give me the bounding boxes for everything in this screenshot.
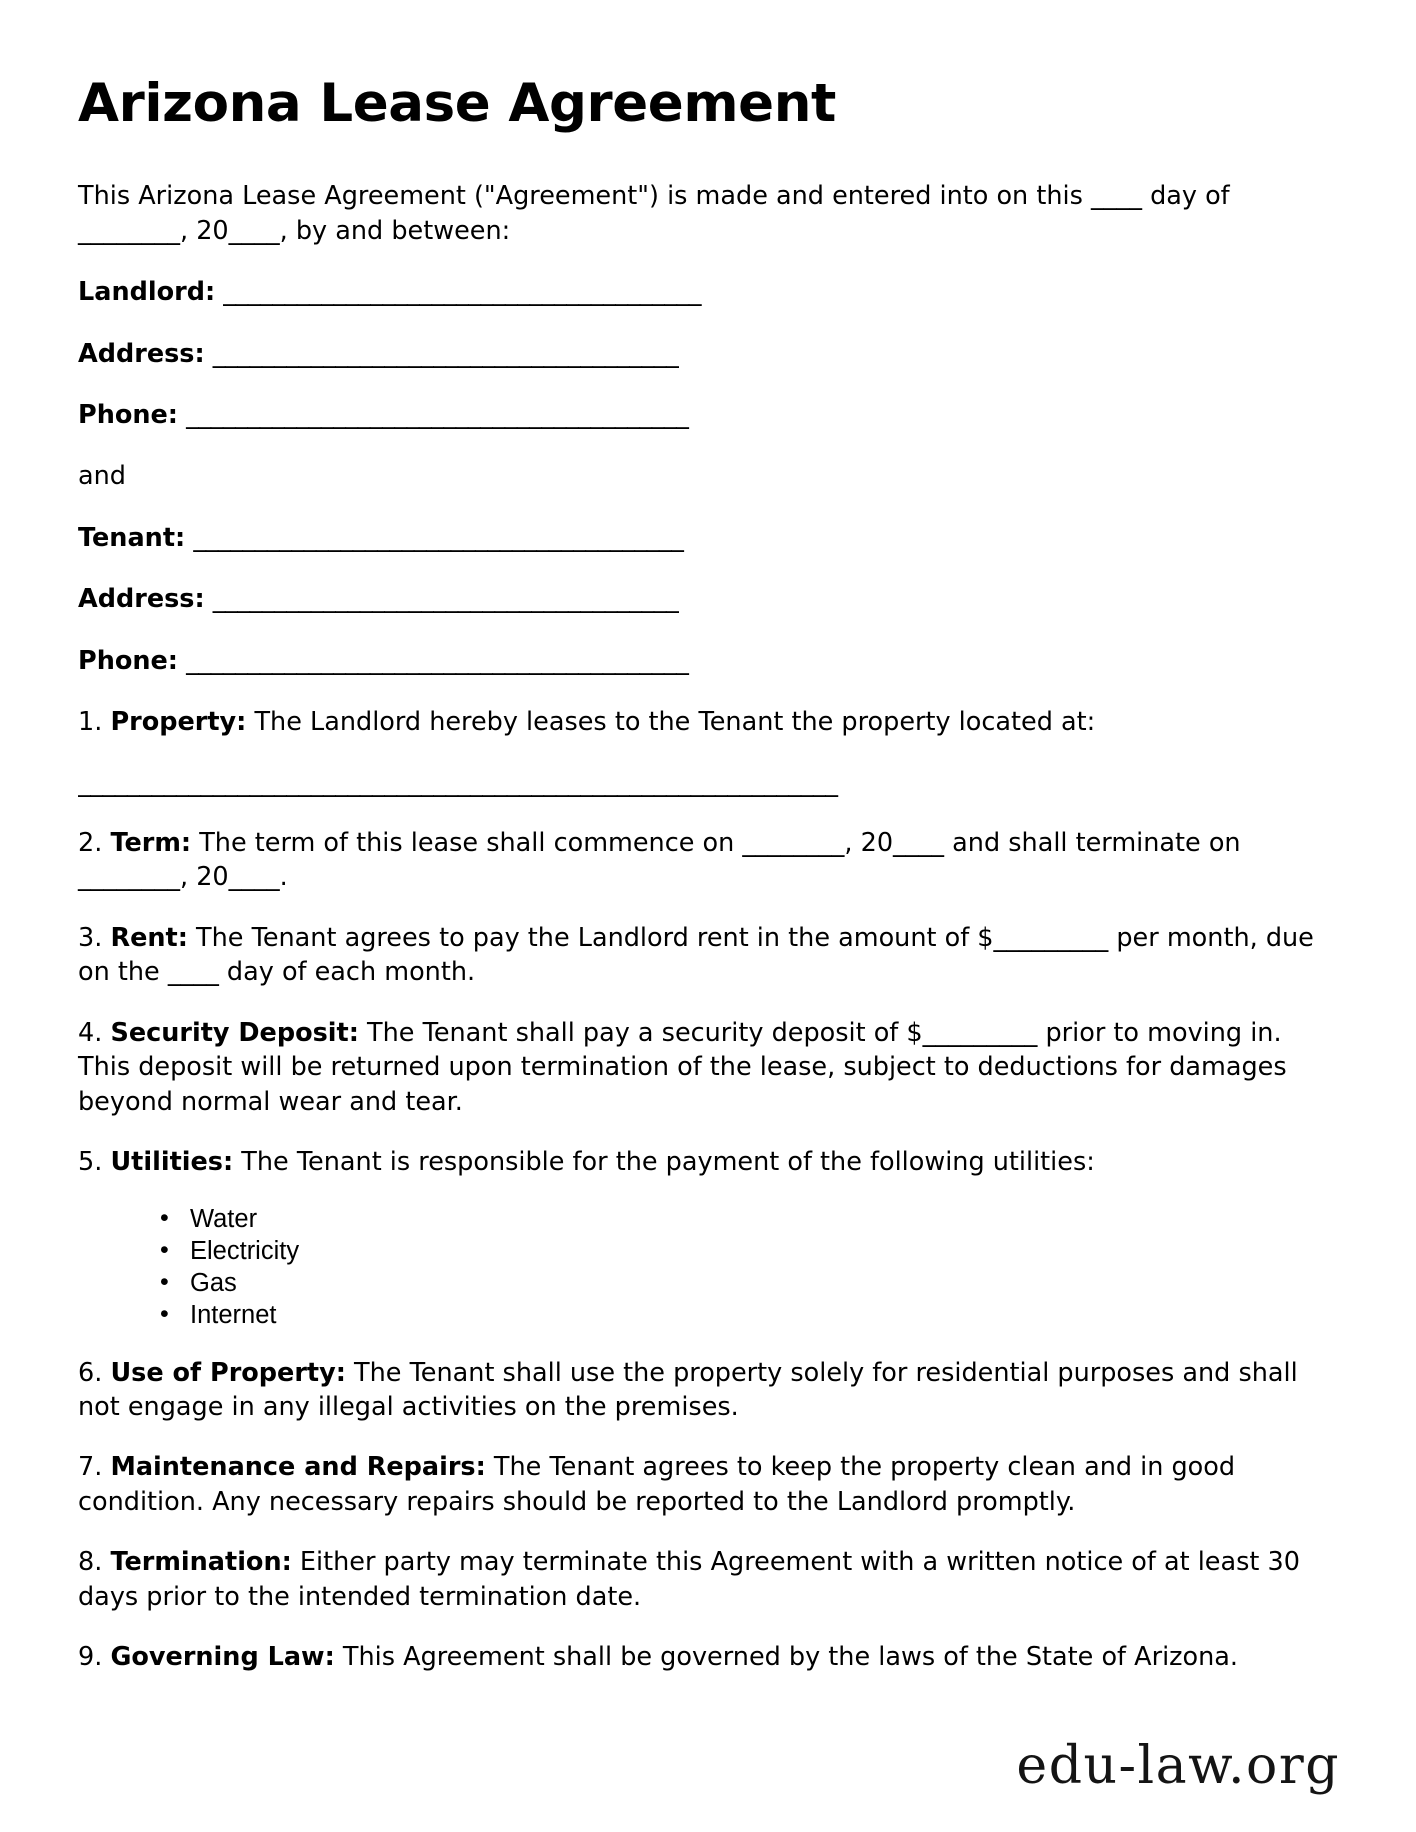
field-label-landlord-address: Address: <box>78 338 205 369</box>
field-label-tenant-address: Address: <box>78 584 205 615</box>
clause-body-use-of-property: The Tenant shall use the property solely for residential purposes and shall not engage in any illegal activities on the premises. <box>78 1357 1298 1423</box>
clause-heading-use-of-property: Use of Property: <box>110 1357 346 1388</box>
clause-heading-utilities: Utilities: <box>110 1146 234 1177</box>
clause-number-3: 3. <box>78 922 103 953</box>
field-landlord-name <box>78 275 1330 309</box>
clause-rent <box>78 921 1326 990</box>
clause-body-utilities: The Tenant is responsible for the payment of the following utilities: <box>241 1146 1095 1177</box>
field-blank-tenant[interactable]: ________________________________________ <box>193 522 684 553</box>
field-label-landlord: Landlord: <box>78 277 216 308</box>
field-landlord-address <box>78 337 1330 371</box>
clause-heading-termination: Termination: <box>110 1547 292 1578</box>
clause-body-termination: Either party may terminate this Agreement with a written notice of at least 30 days prior to the intended termination date. <box>78 1547 1300 1612</box>
field-blank-landlord[interactable]: _______________________________________ <box>223 277 702 308</box>
page-title: Arizona Lease Agreement <box>78 73 836 134</box>
clause-term <box>78 826 1326 895</box>
clause-security-deposit <box>78 1016 1326 1119</box>
party-conjunction: and <box>78 461 126 492</box>
utilities-list <box>78 1205 1330 1329</box>
clause-property <box>78 705 1326 739</box>
field-label-landlord-phone: Phone: <box>78 400 179 431</box>
clause-number-2: 2. <box>78 828 103 858</box>
field-blank-tenant-address[interactable]: ______________________________________ <box>212 584 679 615</box>
clause-number-4: 4. <box>78 1017 103 1048</box>
field-tenant-name <box>78 521 1330 555</box>
clause-number-5: 5. <box>78 1146 103 1177</box>
list-item: • Internet <box>160 1301 1330 1330</box>
field-blank-landlord-phone[interactable]: _________________________________________ <box>186 400 689 431</box>
clause-number-7: 7. <box>78 1452 103 1483</box>
clause-number-1: 1. <box>78 707 103 738</box>
field-tenant-address <box>78 582 1330 616</box>
intro-paragraph: This Arizona Lease Agreement ("Agreement") is made and entered into on this ____ day of ________, 20____, by and between: <box>78 181 1230 246</box>
field-landlord-phone <box>78 398 1330 432</box>
clause-body-term: The term of this lease shall commence on ________, 20____ and shall terminate on ________, 20____. <box>78 828 1241 893</box>
field-blank-landlord-address[interactable]: ______________________________________ <box>212 338 679 369</box>
clause-heading-security-deposit: Security Deposit: <box>110 1017 359 1048</box>
clause-heading-maintenance-and-repairs: Maintenance and Repairs: <box>110 1452 486 1483</box>
clause-body-security-deposit: The Tenant shall pay a security deposit of $_________ prior to moving in. This deposit will be returned upon termination of the lease, subject to deductions for damages beyond normal wear and tear. <box>78 1017 1287 1117</box>
field-tenant-phone <box>78 644 1330 678</box>
field-label-tenant: Tenant: <box>78 522 186 553</box>
field-label-tenant-phone: Phone: <box>78 645 179 676</box>
list-item: • Electricity <box>160 1237 1330 1266</box>
list-item: • Water <box>160 1205 1330 1234</box>
footer-watermark: edu-law.org <box>1016 1736 1340 1796</box>
list-item: • Gas <box>160 1269 1330 1298</box>
clause-heading-rent: Rent: <box>110 922 188 953</box>
clause-heading-property: Property: <box>110 707 247 738</box>
clause-body-rent: The Tenant agrees to pay the Landlord rent in the amount of $_________ per month, due on the ____ day of each month. <box>78 922 1314 988</box>
clause-body-property: The Landlord hereby leases to the Tenant the property located at: <box>254 707 1096 738</box>
clause-maintenance-and-repairs <box>78 1450 1326 1519</box>
clause-use-of-property <box>78 1356 1326 1425</box>
clause-number-8: 8. <box>78 1547 103 1578</box>
clause-governing-law <box>78 1640 1326 1674</box>
property-address-blank[interactable]: ______________________________________________________________ <box>78 767 838 798</box>
clause-heading-governing-law: Governing Law: <box>110 1642 335 1673</box>
field-blank-tenant-phone[interactable]: _________________________________________ <box>186 645 689 676</box>
clause-heading-term: Term: <box>110 828 192 858</box>
clause-body-maintenance-and-repairs: The Tenant agrees to keep the property clean and in good condition. Any necessary repairs should be reported to the Landlord promptly. <box>78 1452 1236 1517</box>
clause-number-9: 9. <box>78 1642 103 1673</box>
clause-termination <box>78 1545 1326 1614</box>
clause-body-governing-law: This Agreement shall be governed by the laws of the State of Arizona. <box>342 1642 1239 1673</box>
clause-utilities <box>78 1145 1326 1179</box>
clause-number-6: 6. <box>78 1357 103 1388</box>
